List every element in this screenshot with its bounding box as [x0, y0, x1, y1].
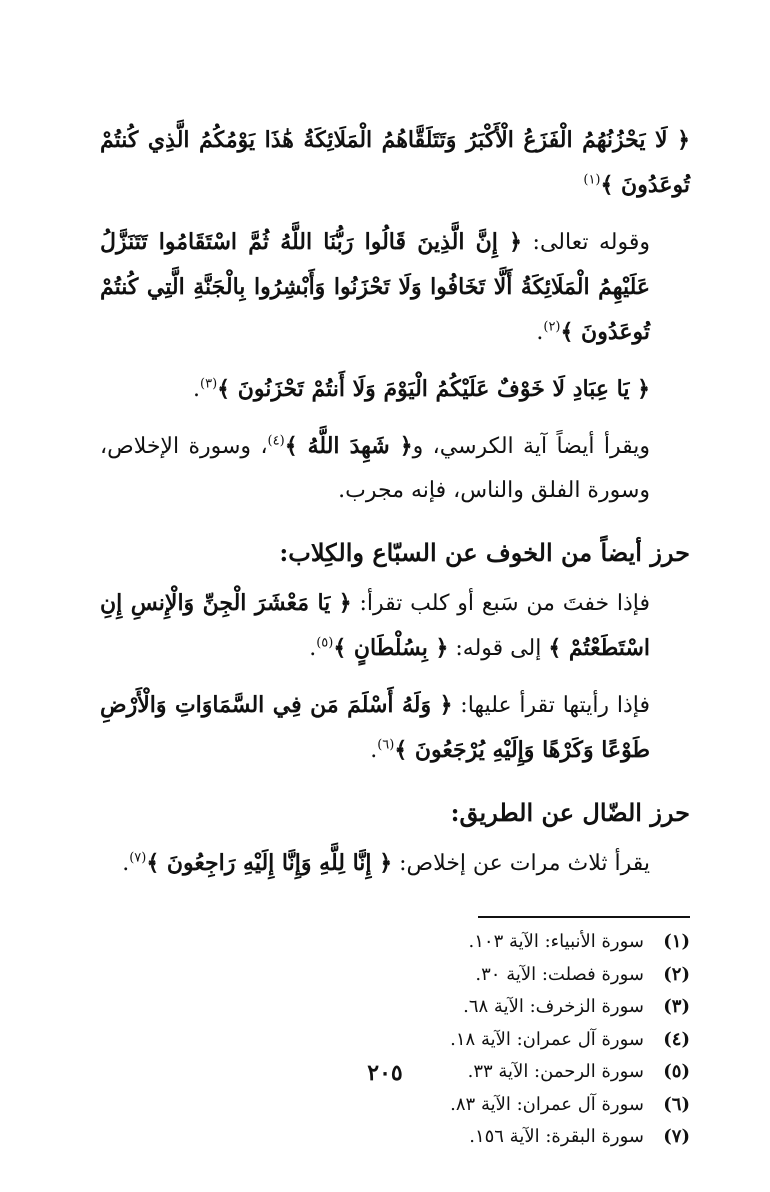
footnote-ref: (٥) [316, 635, 334, 651]
paragraph-text: . [193, 377, 200, 402]
paragraph-text: . [536, 320, 544, 345]
footnote-text: سورة الرحمن: الآية ٣٣. [467, 1061, 644, 1082]
paragraph-text: فإذا خفتَ من سَبع أو كلب تقرأ: [351, 591, 650, 616]
paragraph-text: ويقرأ أيضاً آية الكرسي، و [412, 434, 650, 459]
footnote-number: (٣) [663, 996, 690, 1017]
footnote-number: (١) [663, 931, 690, 952]
footnote-number: (٧) [663, 1126, 690, 1147]
footnotes-list [100, 926, 690, 1154]
footnote-item [100, 1024, 690, 1057]
verse-paragraph-1 [100, 118, 690, 208]
verse-paragraph-4 [100, 424, 690, 513]
quran-verse: ﴿ يَا عِبَادِ لَا خَوْفٌ عَلَيْكُمُ الْيَوْمَ وَلَا أَنتُمْ تَحْزَنُونَ ﴾ [217, 376, 650, 402]
paragraph-text: وقوله تعالى: [522, 230, 650, 255]
footnote-item [100, 1089, 690, 1122]
quran-verse: ﴿ وَلَهُ أَسْلَمَ مَن فِي السَّمَاوَاتِ وَالْأَرْضِ طَوْعًا وَكَرْهًا وَإِلَيْهِ يُرْجَعُونَ ﴾ [100, 692, 650, 763]
section1-paragraph-2 [100, 683, 690, 773]
quran-verse: ﴿ لَا يَحْزُنُهُمُ الْفَزَعُ الْأَكْبَرُ وَتَتَلَقَّاهُمُ الْمَلَائِكَةُ هَٰذَا يَوْمُكُمُ الَّذِي كُنتُمْ تُوعَدُونَ ﴾ [100, 127, 690, 198]
footnote-item [100, 1121, 690, 1154]
footnote-ref: (٧) [129, 850, 147, 866]
paragraph-text: يقرأ ثلاث مرات عن إخلاص: [392, 851, 650, 876]
footnote-divider [478, 916, 690, 918]
section2-paragraph [100, 841, 690, 886]
footnote-item [100, 959, 690, 992]
footnote-text: سورة فصلت: الآية ٣٠. [475, 963, 644, 985]
footnote-item [100, 991, 690, 1024]
paragraph-text: فإذا رأيتها تقرأ عليها: [452, 693, 650, 718]
paragraph-text: . [309, 636, 317, 661]
paragraph-text: . [370, 738, 378, 763]
paragraph-text: ، وسورة الإخلاص، وسورة الفلق والناس، فإنه مجرب. [100, 434, 650, 503]
section-heading-lost: حرز الضّال عن الطريق: [450, 798, 690, 827]
quran-verse: ﴿ يَا مَعْشَرَ الْجِنِّ وَالْإِنسِ إِنِ اسْتَطَعْتُمْ ﴾ [100, 590, 650, 661]
footnote-ref: (٤) [267, 433, 285, 449]
footnote-number: (٢) [663, 963, 690, 985]
quran-verse: ﴿ بِسُلْطَانٍ ﴾ [333, 635, 449, 661]
page-number: ٢٠٥ [367, 1060, 403, 1086]
footnote-number: (٥) [663, 1061, 690, 1082]
verse-paragraph-3 [100, 367, 690, 412]
footnote-number: (٤) [663, 1028, 690, 1050]
section-heading-beasts: حرز أيضاً من الخوف عن السبّاع والكِلاب: [279, 538, 690, 567]
footnote-text: سورة الأنبياء: الآية ١٠٣. [468, 931, 644, 952]
footnote-item [100, 926, 690, 959]
verse-paragraph-2 [100, 220, 690, 355]
paragraph-text: . [122, 851, 130, 876]
footnote-text: سورة البقرة: الآية ١٥٦. [469, 1126, 644, 1147]
footnote-ref: (٦) [377, 737, 395, 753]
quran-verse: ﴿ إِنَّا لِلَّهِ وَإِنَّا إِلَيْهِ رَاجِعُونَ ﴾ [146, 850, 393, 876]
paragraph-text: إلى قوله: [448, 636, 549, 661]
footnote-text: سورة آل عمران: الآية ١٨. [450, 1028, 644, 1050]
footnote-text: سورة آل عمران: الآية ٨٣. [450, 1093, 644, 1115]
footnote-ref: (٣) [200, 376, 218, 392]
page-body [100, 118, 690, 1154]
footnote-number: (٦) [663, 1093, 690, 1115]
footnote-text: سورة الزخرف: الآية ٦٨. [463, 996, 644, 1017]
quran-verse: ﴿ إِنَّ الَّذِينَ قَالُوا رَبُّنَا اللَّهُ ثُمَّ اسْتَقَامُوا تَتَنَزَّلُ عَلَيْهِمُ الْمَلَائِكَةُ أَلَّا تَخَافُوا وَلَا تَحْزَنُوا وَأَبْشِرُوا بِالْجَنَّةِ الَّتِي كُنتُمْ تُوعَدُونَ ﴾ [100, 229, 650, 345]
section1-paragraph-1 [100, 581, 690, 671]
footnote-ref: (١) [583, 172, 601, 188]
footnote-ref: (٢) [543, 319, 561, 335]
quran-verse: ﴿ شَهِدَ اللَّهُ ﴾ [284, 433, 413, 459]
